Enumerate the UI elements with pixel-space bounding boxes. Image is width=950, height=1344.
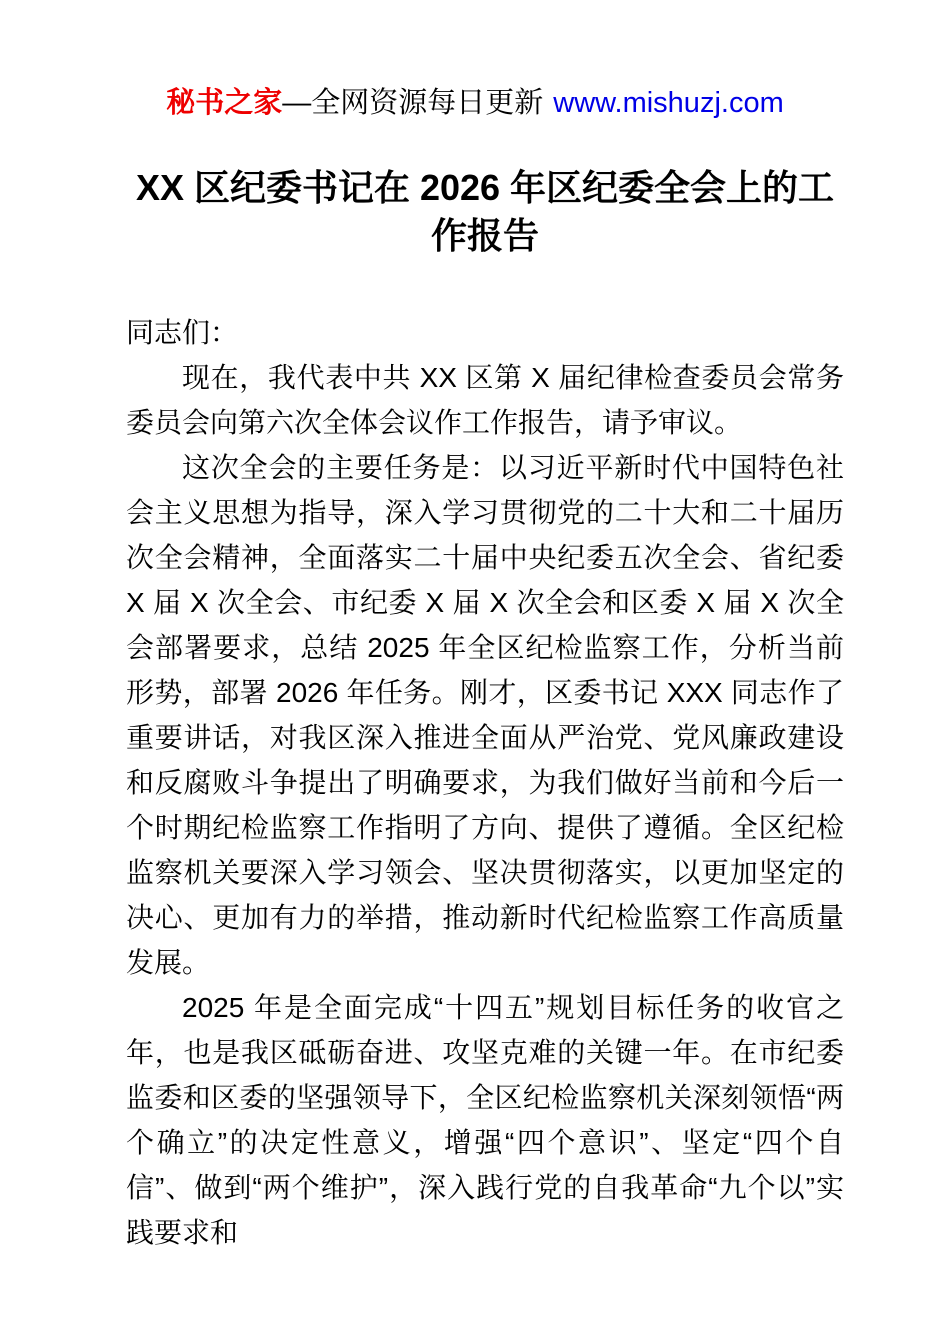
paragraph: 这次全会的主要任务是：以习近平新时代中国特色社会主义思想为指导，深入学习贯彻党的二十大和二十届历次全会精神，全面落实二十届中央纪委五次全会、省纪委 X 届 X 次全会、市纪委 X 届 X 次全会和区委 X 届 X 次全会部署要求，总结 2025 年全区纪检监察工作，分析当前形势，部署 2026 年任务。刚才，区委书记 XXX 同志作了重要讲话，对我区深入推进全面从严治党、党风廉政建设和反腐败斗争提出了明确要求，为我们做好当前和今后一个时期纪检监察工作指明了方向、提供了遵循。全区纪检监察机关要深入学习领会、坚决贯彻落实，以更加坚定的决心、更加有力的举措，推动新时代纪检监察工作高质量发展。 [126,452,844,978]
paragraph: 2025 年是全面完成“十四五”规划目标任务的收官之年，也是我区砥砺奋进、攻坚克难的关键一年。在市纪委监委和区委的坚强领导下，全区纪检监察机关深刻领悟“两个确立”的决定性意义，增强“四个意识”、坚定“四个自信”、做到“两个维护”，深入践行党的自我革命“九个以”实践要求和 [126,992,844,1248]
document-body [126,310,844,1255]
document-title: XX 区纪委书记在 2026 年区纪委全会上的工作报告 [135,167,835,256]
site-url-link[interactable]: www.mishuzj.com [553,87,784,119]
site-header [0,86,950,120]
salutation: 同志们： [126,317,239,348]
header-tagline: —全网资源每日更新 [282,87,544,119]
paragraph: 现在，我代表中共 XX 区第 X 届纪律检查委员会常务委员会向第六次全体会议作工作报告，请予审议。 [126,362,844,438]
brand-text: 秘书之家 [166,87,283,119]
